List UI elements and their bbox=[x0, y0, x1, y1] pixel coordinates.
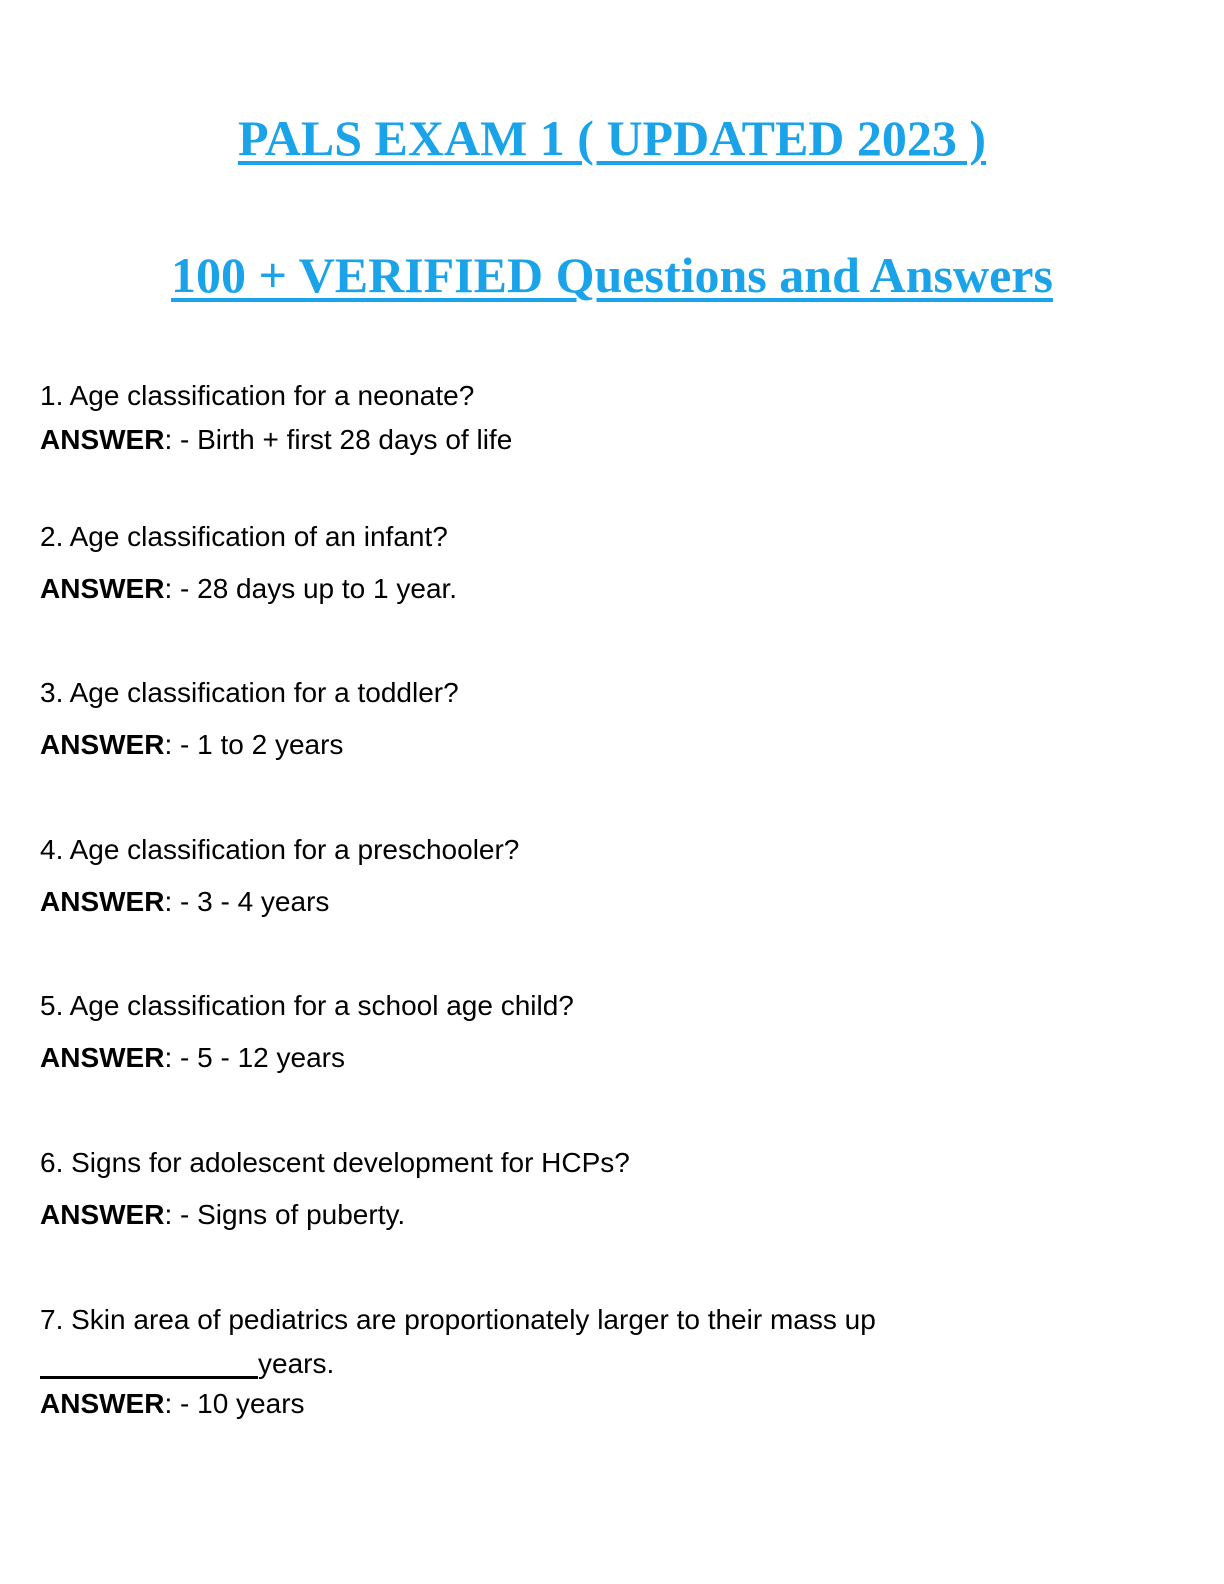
answer-separator: : - bbox=[164, 1199, 198, 1230]
document-title: PALS EXAM 1 ( UPDATED 2023 ) bbox=[237, 110, 987, 166]
qa-item-4 bbox=[40, 834, 1140, 918]
answer-text: 5 - 12 years bbox=[197, 1042, 345, 1073]
answer-separator: : - bbox=[164, 573, 198, 604]
qa-item-7 bbox=[40, 1304, 1140, 1420]
answer-separator: : - bbox=[164, 886, 198, 917]
answer-separator: : - bbox=[164, 1388, 198, 1419]
answer-text: 10 years bbox=[197, 1388, 305, 1419]
qa-item-1 bbox=[40, 380, 1140, 456]
answer-label: ANSWER bbox=[40, 573, 165, 604]
qa-item-6 bbox=[40, 1147, 1140, 1231]
answer-line bbox=[40, 424, 1140, 456]
question-text: 7. Skin area of pediatrics are proportionately larger to their mass up bbox=[40, 1304, 876, 1335]
answer-line bbox=[40, 1388, 1140, 1420]
answer-label: ANSWER bbox=[40, 729, 165, 760]
answer-label: ANSWER bbox=[40, 1199, 165, 1230]
answer-label: ANSWER bbox=[40, 1042, 165, 1073]
answer-line bbox=[40, 1199, 1140, 1231]
qa-item-5 bbox=[40, 990, 1140, 1074]
answer-label: ANSWER bbox=[40, 886, 165, 917]
answer-text: Birth + first 28 days of life bbox=[197, 424, 513, 455]
answer-text: 28 days up to 1 year. bbox=[197, 573, 458, 604]
question-text: 6. Signs for adolescent development for HCPs? bbox=[40, 1147, 630, 1178]
answer-line bbox=[40, 729, 1140, 761]
answer-separator: : - bbox=[164, 729, 198, 760]
question-continuation bbox=[40, 1346, 1140, 1380]
answer-line bbox=[40, 886, 1140, 918]
answer-separator: : - bbox=[164, 1042, 198, 1073]
qa-item-2 bbox=[40, 521, 1140, 605]
question-text: 5. Age classification for a school age child? bbox=[40, 990, 574, 1021]
answer-text: Signs of puberty. bbox=[197, 1199, 406, 1230]
answer-text: 1 to 2 years bbox=[197, 729, 344, 760]
question-text: 2. Age classification of an infant? bbox=[40, 521, 448, 552]
question-text: 1. Age classification for a neonate? bbox=[40, 380, 475, 411]
answer-text: 3 - 4 years bbox=[197, 886, 330, 917]
answer-label: ANSWER bbox=[40, 424, 165, 455]
question-text: 4. Age classification for a preschooler? bbox=[40, 834, 520, 865]
question-continuation-text: years. bbox=[258, 1348, 335, 1379]
fill-in-blank bbox=[40, 1346, 258, 1379]
question-text: 3. Age classification for a toddler? bbox=[40, 677, 459, 708]
answer-line bbox=[40, 1042, 1140, 1074]
answer-line bbox=[40, 573, 1140, 605]
document-subtitle: 100 + VERIFIED Questions and Answers bbox=[171, 247, 1053, 303]
answer-separator: : - bbox=[164, 424, 198, 455]
answer-label: ANSWER bbox=[40, 1388, 165, 1419]
qa-item-3 bbox=[40, 677, 1140, 761]
